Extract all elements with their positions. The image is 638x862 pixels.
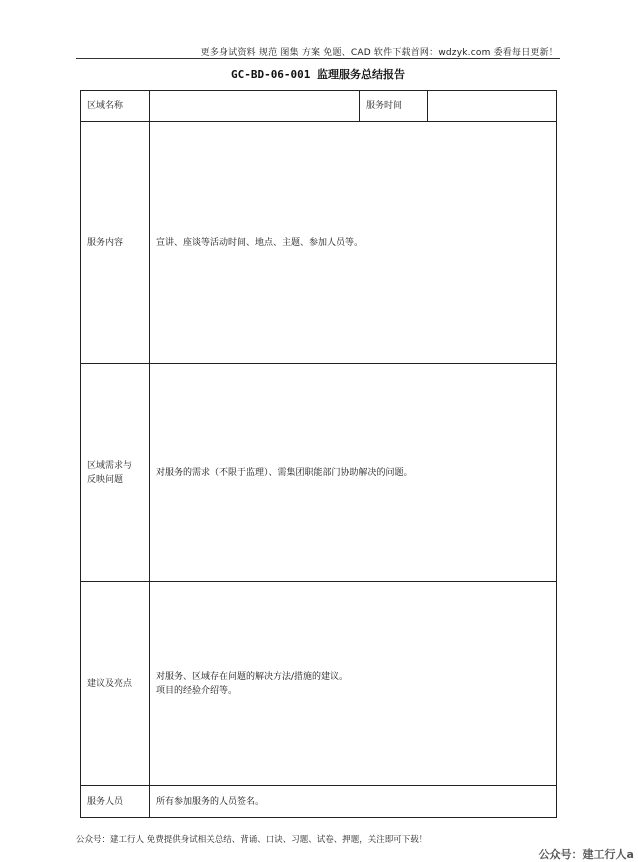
document-title: GC-BD-06-001 监理服务总结报告 — [230, 68, 406, 81]
row-area-needs — [81, 364, 557, 582]
service-time-label: 服务时间 — [360, 91, 428, 122]
row-service-content — [81, 122, 557, 364]
header-divider — [76, 58, 560, 59]
header-note: 更多身试资料 规范 图集 方案 免题、CAD 软件下载首网：wdzyk.com 委看每日更新！ — [200, 48, 558, 58]
area-needs-label-line1: 区域需求与 — [87, 460, 133, 471]
suggestions-text[interactable] — [150, 582, 557, 786]
suggestions-line1: 对服务、区域存在问题的解决方法/措施的建议。 — [156, 671, 349, 682]
watermark: 公众号：建工行人a — [538, 848, 634, 861]
area-name-field[interactable] — [150, 91, 360, 122]
area-name-label: 区域名称 — [81, 91, 150, 122]
suggestions-label: 建议及亮点 — [81, 582, 150, 786]
row-area-name — [81, 91, 557, 122]
service-time-field[interactable] — [428, 91, 557, 122]
service-content-label: 服务内容 — [81, 122, 150, 364]
row-suggestions — [81, 582, 557, 786]
report-form-table — [80, 90, 557, 818]
area-needs-text[interactable]: 对服务的需求（不限于监理）、需集团职能部门协助解决的问题。 — [150, 364, 557, 582]
service-staff-text[interactable]: 所有参加服务的人员签名。 — [150, 786, 557, 818]
area-needs-label — [81, 364, 150, 582]
row-service-staff — [81, 786, 557, 818]
footer-note: 公众号：建工行人 免费提供身试相关总结、背诵、口诀、习题、试卷、押题，关注即可下载！ — [76, 835, 428, 845]
suggestions-line2: 项目的经验介绍等。 — [156, 685, 238, 696]
area-needs-label-line2: 反映问题 — [87, 474, 124, 485]
service-content-text[interactable]: 宣讲、座谈等活动时间、地点、主题、参加人员等。 — [150, 122, 557, 364]
service-staff-label: 服务人员 — [81, 786, 150, 818]
